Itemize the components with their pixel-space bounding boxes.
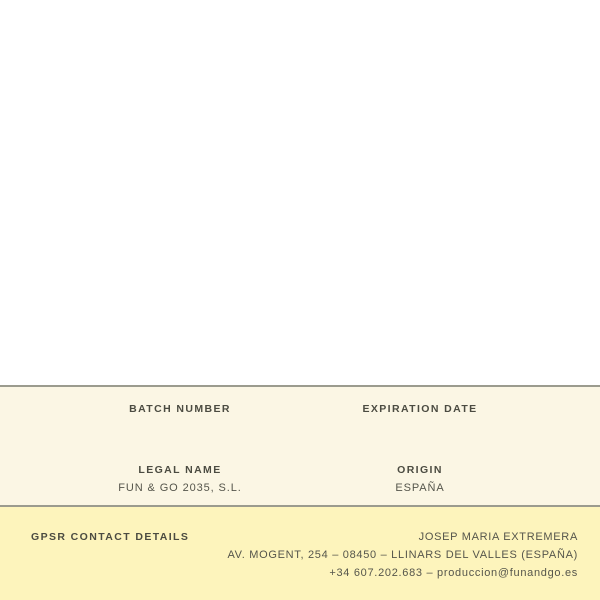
field-batch-number bbox=[60, 403, 300, 434]
field-expiration-date bbox=[300, 403, 540, 434]
contact-name: JOSEP MARIA EXTREMERA bbox=[418, 531, 578, 543]
expiration-date-value bbox=[300, 421, 540, 434]
info-row-bottom bbox=[60, 464, 540, 495]
batch-number-value bbox=[60, 421, 300, 434]
legal-name-label: LEGAL NAME bbox=[138, 464, 222, 476]
expiration-date-label: EXPIRATION DATE bbox=[362, 403, 478, 415]
contact-address: AV. MOGENT, 254 – 08450 – LLINARS DEL VALLES (ESPAÑA) bbox=[227, 549, 578, 561]
gpsr-contact-title: GPSR CONTACT DETAILS bbox=[31, 531, 190, 543]
product-info-panel bbox=[0, 385, 600, 505]
gpsr-contact-panel bbox=[0, 505, 600, 600]
field-origin bbox=[300, 464, 540, 495]
contact-phone-email: +34 607.202.683 – produccion@funandgo.es bbox=[329, 567, 578, 579]
origin-value: ESPAÑA bbox=[395, 482, 445, 494]
batch-number-label: BATCH NUMBER bbox=[129, 403, 231, 415]
legal-name-value: FUN & GO 2035, S.L. bbox=[118, 482, 242, 494]
origin-label: ORIGIN bbox=[397, 464, 443, 476]
gpsr-contact-lines bbox=[227, 528, 578, 600]
field-legal-name bbox=[60, 464, 300, 495]
info-row-top bbox=[60, 403, 540, 434]
